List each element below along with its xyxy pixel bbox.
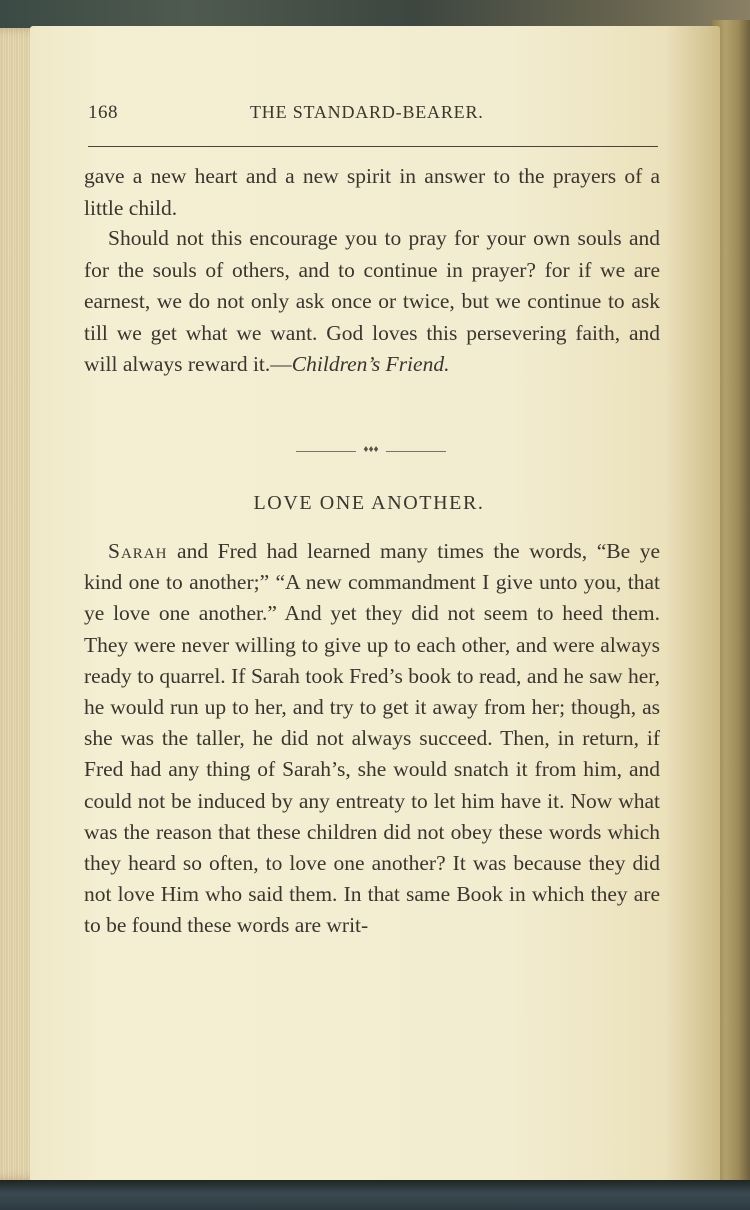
ornament-rule-right (386, 451, 446, 452)
section-ornament (296, 444, 446, 458)
running-title: THE STANDARD-BEARER. (250, 102, 484, 122)
paragraph-text: and Fred had learned many times the words, “Be ye kind one to another;” “A new commandment I give unto you, that ye love one another.” And yet they did not seem to heed them. They were never willing to give up to each other, and were always ready to quarrel. If Sarah took Fred’s book to read, and he saw her, he would run up to her, and try to get it away from her; though, as she was the taller, he did not always succeed. Then, in return, if Fred had any thing of Sarah’s, she would snatch it from him, and could not be induced by any entreaty to let him have it. Now what was the reason that these children did not obey these words which they heard so often, to love one another? It was because they did not love Him who said them. In that same Book in which they are to be found these words are writ- (84, 539, 660, 938)
ornament-rule-left (296, 451, 356, 452)
lead-word: Sarah (108, 539, 168, 563)
paragraph-text: Should not this encourage you to pray for your own souls and for the souls of others, and to continue in prayer? for if we are earnest, we do not only ask once or twice, but we continue to ask till we get what we want. God loves this persevering faith, and will always reward it.— (84, 226, 660, 377)
section-title: LOVE ONE ANOTHER. (253, 492, 485, 514)
paragraph-continuation: gave a new heart and a new spirit in answer to the prayers of a little child. (84, 164, 660, 220)
running-head (88, 100, 660, 130)
page-number: 168 (88, 102, 118, 123)
paragraph-love-one-another (84, 536, 660, 942)
header-rule (88, 146, 658, 147)
page-content (78, 0, 660, 1180)
paragraph-encouragement (84, 223, 660, 381)
book-edge-bottom (0, 1180, 750, 1210)
ornament-diamonds: ♦♦♦ (363, 444, 379, 455)
attribution: Children’s Friend. (291, 352, 450, 377)
